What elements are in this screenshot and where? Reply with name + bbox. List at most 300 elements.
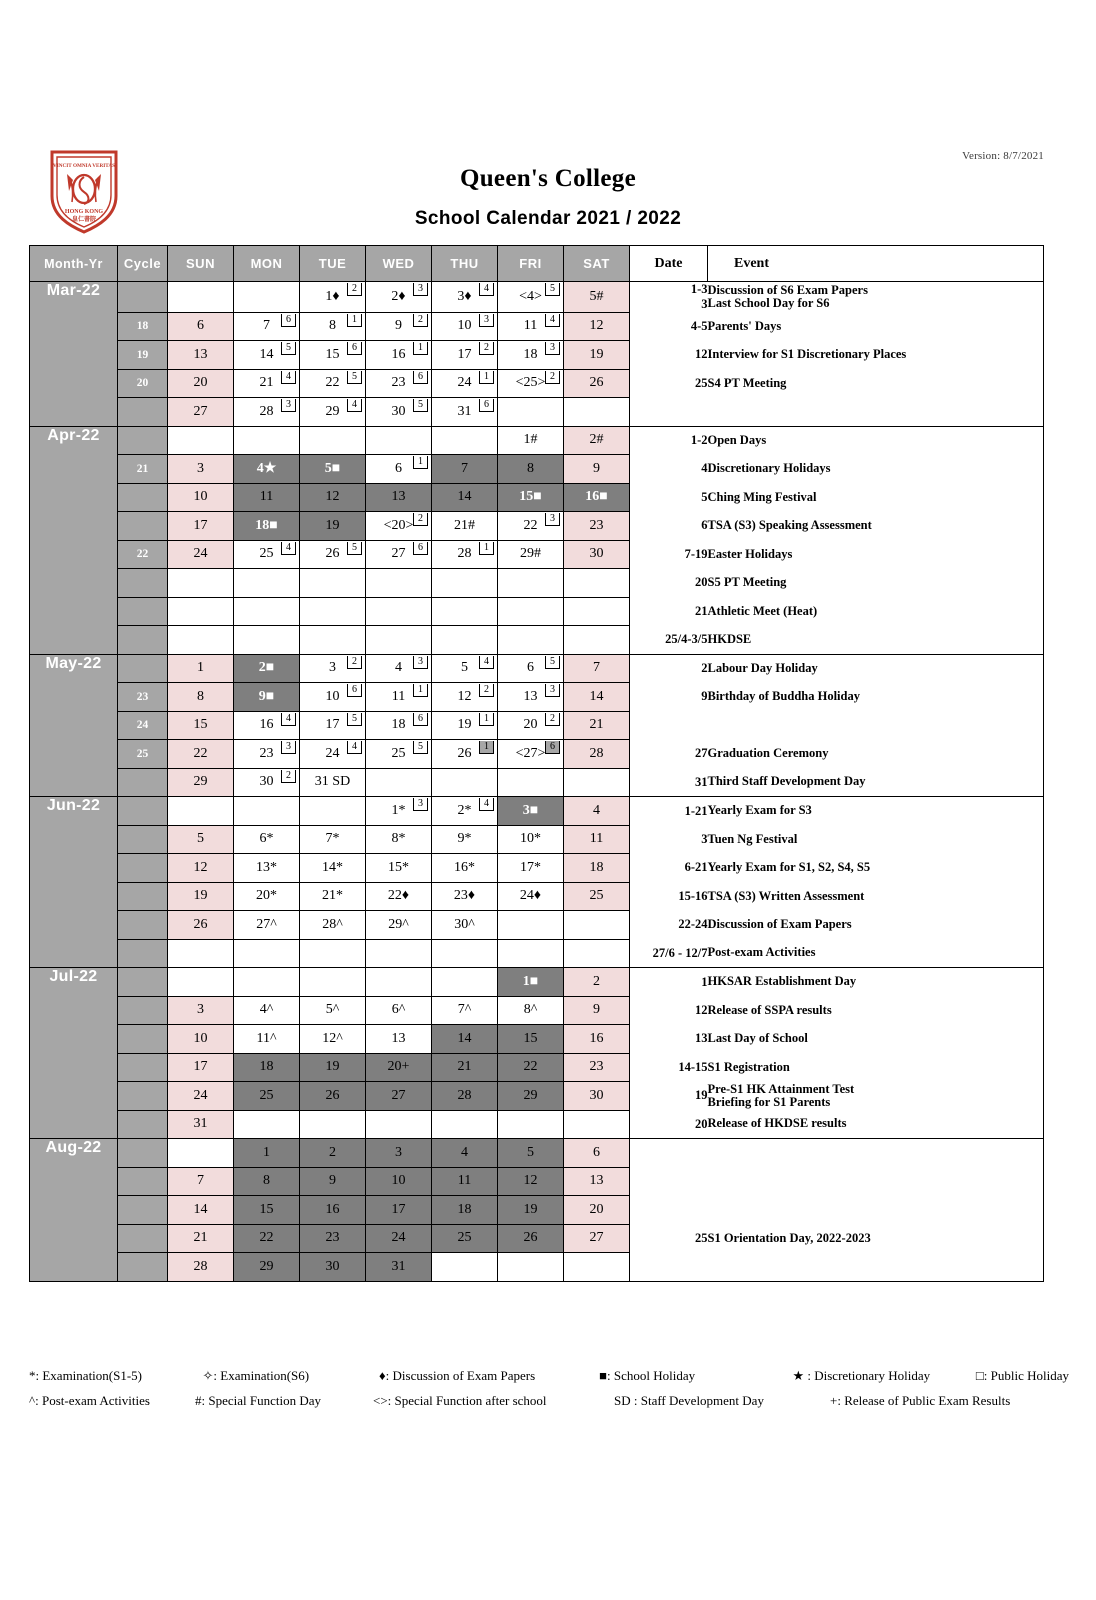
- day-cell-sat: [564, 1053, 630, 1082]
- day-cell-tue: [300, 797, 366, 826]
- event-date: [630, 1167, 708, 1196]
- day-cell-tue: [300, 312, 366, 341]
- day-cell-sun: [168, 1110, 234, 1139]
- day-number: 31 SD: [314, 774, 351, 790]
- month-label-may-22: May-22: [30, 654, 118, 797]
- event-description: [708, 1139, 1044, 1168]
- day-cell-thu: [432, 1053, 498, 1082]
- day-number: 17: [325, 717, 340, 733]
- day-cell-fri: [498, 768, 564, 797]
- day-cell-sat: [564, 540, 630, 569]
- day-number: 11: [457, 1173, 472, 1189]
- day-cell-tue: [300, 512, 366, 541]
- day-cell-wed: [366, 1110, 432, 1139]
- cycle-day-marker: 6: [413, 542, 428, 555]
- svg-text:VINCIT OMNIA VERITAS: VINCIT OMNIA VERITAS: [53, 163, 115, 169]
- day-number: 14: [589, 688, 604, 704]
- cycle-day-marker: 6: [347, 684, 362, 697]
- cycle-number: [118, 797, 168, 826]
- legend-item-marker-3: SD : Staff Development Day: [614, 1393, 764, 1408]
- calendar-week-row: [30, 939, 1044, 968]
- day-cell-sat: [564, 1082, 630, 1111]
- day-cell-fri: [498, 426, 564, 455]
- day-number: 6: [527, 660, 534, 676]
- day-cell-mon: [234, 341, 300, 370]
- day-cell-wed: [366, 654, 432, 683]
- day-cell-mon: [234, 398, 300, 427]
- calendar-week-row: [30, 398, 1044, 427]
- calendar-week-row: [30, 740, 1044, 769]
- calendar-week-row: [30, 540, 1044, 569]
- day-number: 19: [523, 1201, 538, 1217]
- day-cell-sun: [168, 825, 234, 854]
- day-cell-tue: [300, 569, 366, 598]
- day-cell-wed: [366, 312, 432, 341]
- day-cell-tue: [300, 1053, 366, 1082]
- cycle-day-marker: 2: [347, 283, 362, 296]
- day-cell-wed: [366, 797, 432, 826]
- day-cell-wed: [366, 369, 432, 398]
- day-number: 30: [325, 1258, 340, 1274]
- cycle-day-marker: 6: [479, 399, 494, 412]
- cycle-number: [118, 1196, 168, 1225]
- day-cell-sat: [564, 911, 630, 940]
- day-number: 13*: [256, 859, 277, 875]
- event-description: Discretionary Holidays: [708, 455, 1044, 484]
- day-number: 30: [589, 546, 604, 562]
- day-number: 20: [589, 1201, 604, 1217]
- event-date: 31: [630, 768, 708, 797]
- day-number: 16: [391, 346, 406, 362]
- day-number: 27^: [256, 916, 277, 932]
- event-description: Open Days: [708, 426, 1044, 455]
- day-cell-fri: [498, 282, 564, 313]
- event-text-line: Last School Day for S6: [707, 296, 830, 310]
- day-number: 21#: [454, 517, 475, 533]
- day-cell-sun: [168, 512, 234, 541]
- day-cell-mon: [234, 512, 300, 541]
- day-number: 7^: [457, 1002, 472, 1018]
- day-cell-tue: [300, 540, 366, 569]
- event-description: Easter Holidays: [708, 540, 1044, 569]
- day-number: <25>: [515, 375, 546, 391]
- day-cell-sat: [564, 768, 630, 797]
- event-date: 6: [630, 512, 708, 541]
- event-date: 14-15: [630, 1053, 708, 1082]
- day-cell-mon: [234, 683, 300, 712]
- legend-item-marker-2: <>: Special Function after school: [373, 1393, 547, 1408]
- day-cell-sat: [564, 282, 630, 313]
- calendar-week-row: [30, 426, 1044, 455]
- day-cell-mon: [234, 1082, 300, 1111]
- day-number: 22: [259, 1230, 274, 1246]
- day-cell-thu: [432, 1224, 498, 1253]
- day-number: 2: [329, 1144, 336, 1160]
- day-number: 29: [325, 403, 340, 419]
- day-number: 9*: [457, 831, 472, 847]
- day-cell-sun: [168, 939, 234, 968]
- event-date: [630, 1139, 708, 1168]
- cycle-day-marker: 1: [413, 342, 428, 355]
- day-cell-tue: [300, 996, 366, 1025]
- day-cell-sat: [564, 1196, 630, 1225]
- day-cell-tue: [300, 911, 366, 940]
- day-cell-sun: [168, 312, 234, 341]
- calendar-week-row: [30, 626, 1044, 655]
- day-cell-wed: [366, 825, 432, 854]
- day-cell-tue: [300, 1253, 366, 1282]
- day-number: 26: [325, 1087, 340, 1103]
- day-cell-mon: [234, 312, 300, 341]
- day-number: 3: [395, 1144, 402, 1160]
- cycle-day-marker: 5: [347, 371, 362, 384]
- day-number: 10: [391, 1173, 406, 1189]
- day-number: 23: [259, 745, 274, 761]
- day-cell-thu: [432, 911, 498, 940]
- cycle-day-marker: 2: [545, 713, 560, 726]
- day-number: 8: [329, 318, 336, 334]
- cycle-number: [118, 569, 168, 598]
- legend-item-symbol-5: □: Public Holiday: [975, 1368, 1069, 1383]
- day-cell-tue: [300, 1196, 366, 1225]
- cycle-day-marker: 1: [413, 456, 428, 469]
- event-description: Tuen Ng Festival: [708, 825, 1044, 854]
- day-cell-sat: [564, 1110, 630, 1139]
- day-number: 6*: [259, 831, 274, 847]
- day-cell-mon: [234, 483, 300, 512]
- day-number: 30: [391, 403, 406, 419]
- day-number: 19: [193, 888, 208, 904]
- cycle-day-marker: 2: [545, 371, 560, 384]
- cycle-day-marker: 2: [413, 513, 428, 526]
- day-cell-sun: [168, 282, 234, 313]
- event-description: S1 Orientation Day, 2022-2023: [708, 1224, 1044, 1253]
- day-cell-sat: [564, 1253, 630, 1282]
- event-date: [630, 1196, 708, 1225]
- day-cell-mon: [234, 996, 300, 1025]
- day-cell-sun: [168, 626, 234, 655]
- day-number: 28: [259, 403, 274, 419]
- event-date: 3: [630, 825, 708, 854]
- day-cell-wed: [366, 1196, 432, 1225]
- day-number: 26: [523, 1230, 538, 1246]
- cycle-number: [118, 512, 168, 541]
- day-cell-wed: [366, 768, 432, 797]
- calendar-week-row: [30, 1025, 1044, 1054]
- cycle-number: [118, 654, 168, 683]
- calendar-week-row: [30, 369, 1044, 398]
- day-number: 19: [457, 717, 472, 733]
- day-cell-thu: [432, 1253, 498, 1282]
- day-cell-wed: [366, 398, 432, 427]
- day-cell-fri: [498, 711, 564, 740]
- event-description: Third Staff Development Day: [708, 768, 1044, 797]
- calendar-week-row: [30, 1139, 1044, 1168]
- cycle-day-marker: 3: [281, 399, 296, 412]
- day-cell-sun: [168, 341, 234, 370]
- day-cell-sat: [564, 654, 630, 683]
- day-number: 25: [391, 745, 406, 761]
- day-number: 15: [259, 1201, 274, 1217]
- day-number: 9: [593, 460, 600, 476]
- col-header-sun: SUN: [168, 246, 234, 282]
- cycle-number: [118, 597, 168, 626]
- day-cell-fri: [498, 996, 564, 1025]
- calendar-week-row: [30, 768, 1044, 797]
- month-label-apr-22: Apr-22: [30, 426, 118, 654]
- day-number: 15: [193, 717, 208, 733]
- day-cell-sat: [564, 369, 630, 398]
- day-number: 4★: [256, 461, 277, 477]
- day-number: 23: [589, 517, 604, 533]
- day-cell-fri: [498, 1025, 564, 1054]
- event-description: Athletic Meet (Heat): [708, 597, 1044, 626]
- cycle-day-marker: 1: [479, 713, 494, 726]
- day-number: 21*: [322, 888, 343, 904]
- day-cell-sun: [168, 768, 234, 797]
- cycle-day-marker: 4: [281, 542, 296, 555]
- event-date: [630, 398, 708, 427]
- day-number: 18: [523, 346, 538, 362]
- day-number: 17: [193, 517, 208, 533]
- day-number: 13: [193, 346, 208, 362]
- event-description: [708, 1082, 1044, 1111]
- cycle-number: [118, 1167, 168, 1196]
- day-number: 8^: [523, 1002, 538, 1018]
- day-cell-thu: [432, 1196, 498, 1225]
- day-cell-wed: [366, 1167, 432, 1196]
- cycle-day-marker: 2: [347, 656, 362, 669]
- day-number: 12: [325, 489, 340, 505]
- day-cell-sat: [564, 1139, 630, 1168]
- day-cell-mon: [234, 654, 300, 683]
- day-cell-tue: [300, 483, 366, 512]
- day-number: 24: [193, 1087, 208, 1103]
- day-cell-sun: [168, 1025, 234, 1054]
- day-cell-tue: [300, 1025, 366, 1054]
- day-cell-fri: [498, 797, 564, 826]
- cycle-number: [118, 1253, 168, 1282]
- day-number: 27: [391, 546, 406, 562]
- day-number: 16*: [454, 859, 475, 875]
- legend-item-marker-0: ^: Post-exam Activities: [29, 1393, 150, 1408]
- event-date: 20: [630, 1110, 708, 1139]
- day-cell-tue: [300, 398, 366, 427]
- event-date: 21: [630, 597, 708, 626]
- day-number: 25: [259, 546, 274, 562]
- day-cell-sun: [168, 597, 234, 626]
- day-cell-fri: [498, 854, 564, 883]
- event-date: 25/4-3/5: [630, 626, 708, 655]
- day-cell-thu: [432, 996, 498, 1025]
- day-number: <4>: [519, 288, 542, 304]
- calendar-week-row: [30, 512, 1044, 541]
- day-cell-thu: [432, 626, 498, 655]
- day-cell-mon: [234, 1053, 300, 1082]
- cycle-day-marker: 2: [281, 770, 296, 783]
- cycle-number: [118, 1025, 168, 1054]
- cycle-number: 22: [118, 540, 168, 569]
- day-cell-tue: [300, 369, 366, 398]
- day-number: 31: [391, 1258, 406, 1274]
- day-cell-thu: [432, 654, 498, 683]
- cycle-day-marker: 6: [281, 314, 296, 327]
- event-date: 22-24: [630, 911, 708, 940]
- day-number: 26: [193, 916, 208, 932]
- day-cell-fri: [498, 369, 564, 398]
- day-number: 4^: [259, 1002, 274, 1018]
- calendar-week-row: [30, 341, 1044, 370]
- event-description: Parents' Days: [708, 312, 1044, 341]
- event-date: 9: [630, 683, 708, 712]
- day-number: 22: [325, 375, 340, 391]
- day-number: 11: [259, 489, 274, 505]
- day-cell-sat: [564, 455, 630, 484]
- legend-row-markers: [29, 1393, 1069, 1409]
- day-cell-tue: [300, 1224, 366, 1253]
- day-cell-sun: [168, 398, 234, 427]
- event-description: HKSAR Establishment Day: [708, 968, 1044, 997]
- day-cell-tue: [300, 1139, 366, 1168]
- day-cell-thu: [432, 341, 498, 370]
- cycle-number: [118, 911, 168, 940]
- cycle-day-marker: 5: [545, 283, 560, 296]
- day-number: 19: [325, 1059, 340, 1075]
- day-cell-thu: [432, 312, 498, 341]
- day-cell-tue: [300, 426, 366, 455]
- cycle-day-marker: 4: [281, 371, 296, 384]
- day-number: 14: [457, 1030, 472, 1046]
- cycle-number: 25: [118, 740, 168, 769]
- day-number: 8: [263, 1173, 270, 1189]
- cycle-number: [118, 1139, 168, 1168]
- day-number: <27>: [515, 745, 546, 761]
- day-number: 16: [589, 1030, 604, 1046]
- col-header-wed: WED: [366, 246, 432, 282]
- cycle-day-marker: 2: [413, 314, 428, 327]
- day-number: 31: [457, 403, 472, 419]
- day-cell-mon: [234, 711, 300, 740]
- day-cell-sun: [168, 483, 234, 512]
- day-number: 16■: [585, 489, 608, 505]
- cycle-day-marker: 1: [479, 371, 494, 384]
- event-text-line: Pre-S1 HK Attainment Test: [707, 1081, 855, 1096]
- day-cell-thu: [432, 426, 498, 455]
- day-number: 30^: [454, 916, 475, 932]
- day-cell-sat: [564, 312, 630, 341]
- day-cell-mon: [234, 426, 300, 455]
- calendar-week-row: [30, 455, 1044, 484]
- day-cell-fri: [498, 626, 564, 655]
- day-cell-sun: [168, 711, 234, 740]
- cycle-day-marker: 2: [479, 684, 494, 697]
- day-cell-thu: [432, 768, 498, 797]
- day-cell-wed: [366, 711, 432, 740]
- day-number: 2*: [457, 802, 472, 818]
- day-number: 11^: [256, 1030, 277, 1046]
- col-header-fri: FRI: [498, 246, 564, 282]
- day-cell-wed: [366, 569, 432, 598]
- col-header-cycle: Cycle: [118, 246, 168, 282]
- cycle-day-marker: 6: [413, 371, 428, 384]
- day-number: 2: [593, 973, 600, 989]
- day-cell-tue: [300, 825, 366, 854]
- day-number: 14: [259, 346, 274, 362]
- day-number: 5■: [324, 460, 341, 476]
- cycle-day-marker: 5: [413, 741, 428, 754]
- day-number: 10*: [520, 831, 541, 847]
- day-number: 8: [197, 688, 204, 704]
- event-date: 27: [630, 740, 708, 769]
- day-cell-wed: [366, 282, 432, 313]
- event-date: 20: [630, 569, 708, 598]
- day-cell-wed: [366, 483, 432, 512]
- day-number: 5^: [325, 1002, 340, 1018]
- event-date: 25: [630, 369, 708, 398]
- calendar-week-row: [30, 1110, 1044, 1139]
- day-cell-mon: [234, 569, 300, 598]
- day-number: 25: [259, 1087, 274, 1103]
- day-number: 28: [457, 1087, 472, 1103]
- day-number: 7: [593, 660, 600, 676]
- cycle-number: [118, 282, 168, 313]
- day-number: 12: [457, 688, 472, 704]
- day-cell-wed: [366, 426, 432, 455]
- day-cell-thu: [432, 1167, 498, 1196]
- day-number: 1■: [522, 973, 539, 989]
- day-cell-tue: [300, 882, 366, 911]
- day-cell-sat: [564, 825, 630, 854]
- day-number: 15■: [519, 489, 542, 505]
- cycle-number: 23: [118, 683, 168, 712]
- calendar-week-row: [30, 711, 1044, 740]
- cycle-number: [118, 854, 168, 883]
- event-date-line: 3: [701, 297, 708, 311]
- day-cell-mon: [234, 540, 300, 569]
- event-description: TSA (S3) Speaking Assessment: [708, 512, 1044, 541]
- day-cell-fri: [498, 1053, 564, 1082]
- day-number: 8*: [391, 831, 406, 847]
- calendar-week-row: [30, 654, 1044, 683]
- day-cell-thu: [432, 882, 498, 911]
- day-cell-sun: [168, 854, 234, 883]
- day-number: 5: [527, 1144, 534, 1160]
- cycle-day-marker: 6: [413, 713, 428, 726]
- day-cell-mon: [234, 455, 300, 484]
- day-cell-tue: [300, 939, 366, 968]
- day-cell-tue: [300, 854, 366, 883]
- event-description: HKDSE: [708, 626, 1044, 655]
- day-cell-sat: [564, 1025, 630, 1054]
- cycle-day-marker: 6: [347, 342, 362, 355]
- event-date: 6-21: [630, 854, 708, 883]
- day-cell-thu: [432, 369, 498, 398]
- day-number: 18: [259, 1059, 274, 1075]
- event-description: [708, 711, 1044, 740]
- day-cell-thu: [432, 711, 498, 740]
- day-cell-sat: [564, 797, 630, 826]
- day-cell-mon: [234, 911, 300, 940]
- day-cell-fri: [498, 1110, 564, 1139]
- event-date: 25: [630, 1224, 708, 1253]
- day-cell-tue: [300, 968, 366, 997]
- day-number: 29: [259, 1258, 274, 1274]
- day-cell-wed: [366, 740, 432, 769]
- day-cell-sat: [564, 597, 630, 626]
- cycle-day-marker: 4: [347, 741, 362, 754]
- calendar-week-row: [30, 911, 1044, 940]
- legend-item-marker-4: +: Release of Public Exam Results: [830, 1393, 1011, 1408]
